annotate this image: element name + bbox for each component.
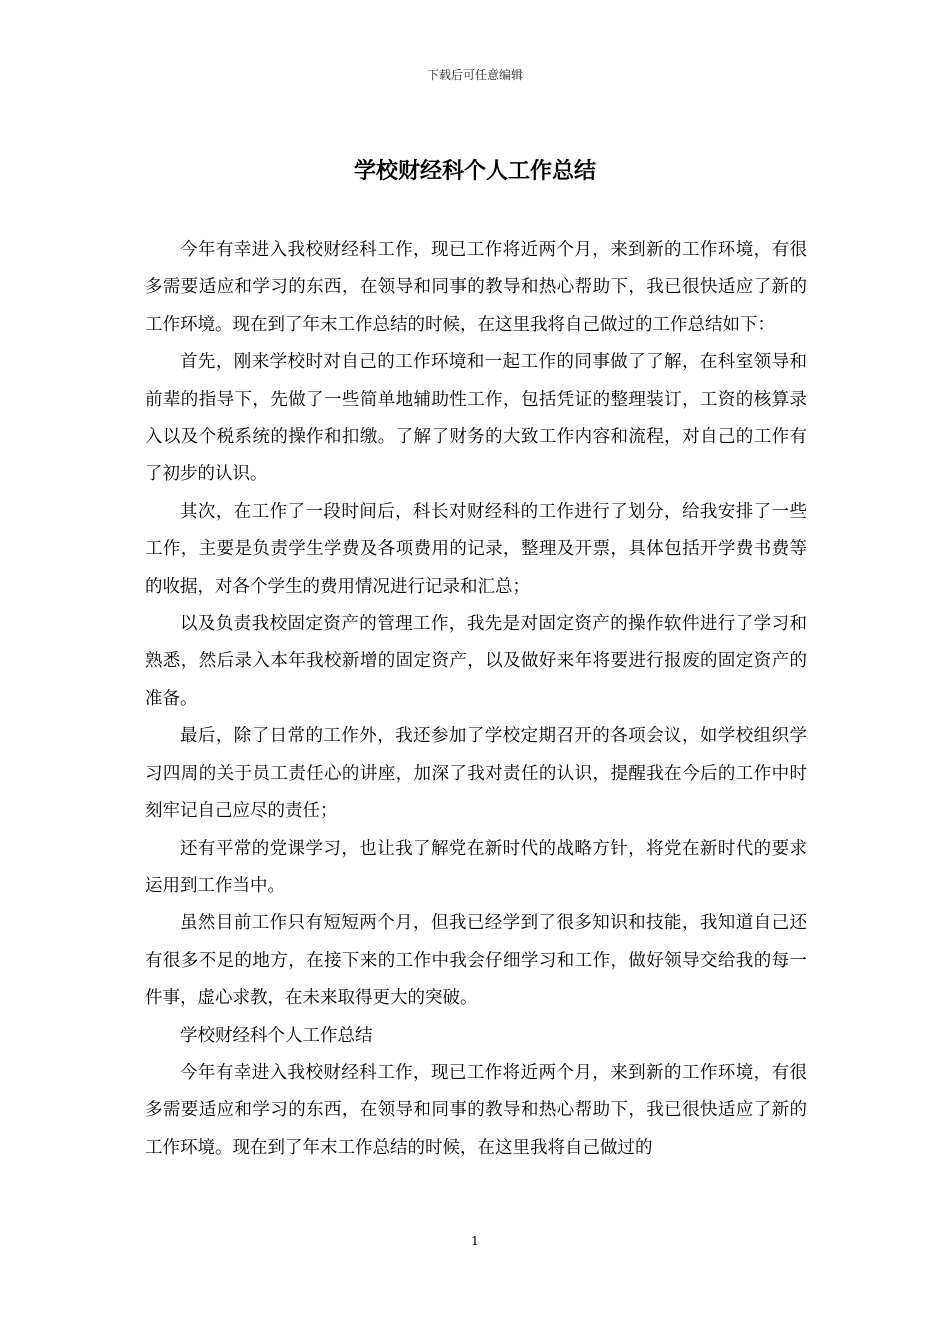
paragraph: 虽然目前工作只有短短两个月，但我已经学到了很多知识和技能，我知道自己还有很多不足的地方，在接下来的工作中我会仔细学习和工作，做好领导交给我的每一件事，虚心求教，在未来取得更大的突破。 (145, 913, 807, 1009)
paragraph: 最后，除了日常的工作外，我还参加了学校定期召开的各项会议，如学校组织学习四周的关于员工责任心的讲座，加深了我对责任的认识，提醒我在今后的工作中时刻牢记自己应尽的责任； (145, 726, 807, 822)
paragraph: 今年有幸进入我校财经科工作，现已工作将近两个月，来到新的工作环境，有很多需要适应和学习的东西，在领导和同事的教导和热心帮助下，我已很快适应了新的工作环境。现在到了年末工作总结的时候，在这里我将自己做过的工作总结如下： (145, 240, 807, 335)
section-heading: 学校财经科个人工作总结 (180, 1025, 373, 1046)
paragraph: 今年有幸进入我校财经科工作，现已工作将近两个月，来到新的工作环境，有很多需要适应和学习的东西，在领导和同事的教导和热心帮助下，我已很快适应了新的工作环境。现在到了年末工作总结的时候，在这里我将自己做过的 (145, 1062, 807, 1158)
paragraph: 首先，刚来学校时对自己的工作环境和一起工作的同事做了了解，在科室领导和前辈的指导下，先做了一些简单地辅助性工作，包括凭证的整理装订，工资的核算录入以及个税系统的操作和扣缴。了解了财务的大致工作内容和流程，对自己的工作有了初步的认识。 (145, 352, 807, 485)
header-note: 下载后可任意编辑 (426, 68, 523, 82)
document-title: 学校财经科个人工作总结 (353, 158, 596, 184)
paragraph: 其次，在工作了一段时间后，科长对财经科的工作进行了划分，给我安排了一些工作，主要是负责学生学费及各项费用的记录，整理及开票，具体包括开学费书费等的收据，对各个学生的费用情况进行记录和汇总； (145, 501, 807, 597)
paragraph: 以及负责我校固定资产的管理工作，我先是对固定资产的操作软件进行了学习和熟悉，然后录入本年我校新增的固定资产，以及做好来年将要进行报废的固定资产的准备。 (145, 614, 807, 709)
document-body (145, 232, 807, 1167)
paragraph: 还有平常的党课学习，也让我了解党在新时代的战略方针，将党在新时代的要求运用到工作当中。 (145, 838, 807, 896)
page-number: 1 (471, 1234, 479, 1248)
